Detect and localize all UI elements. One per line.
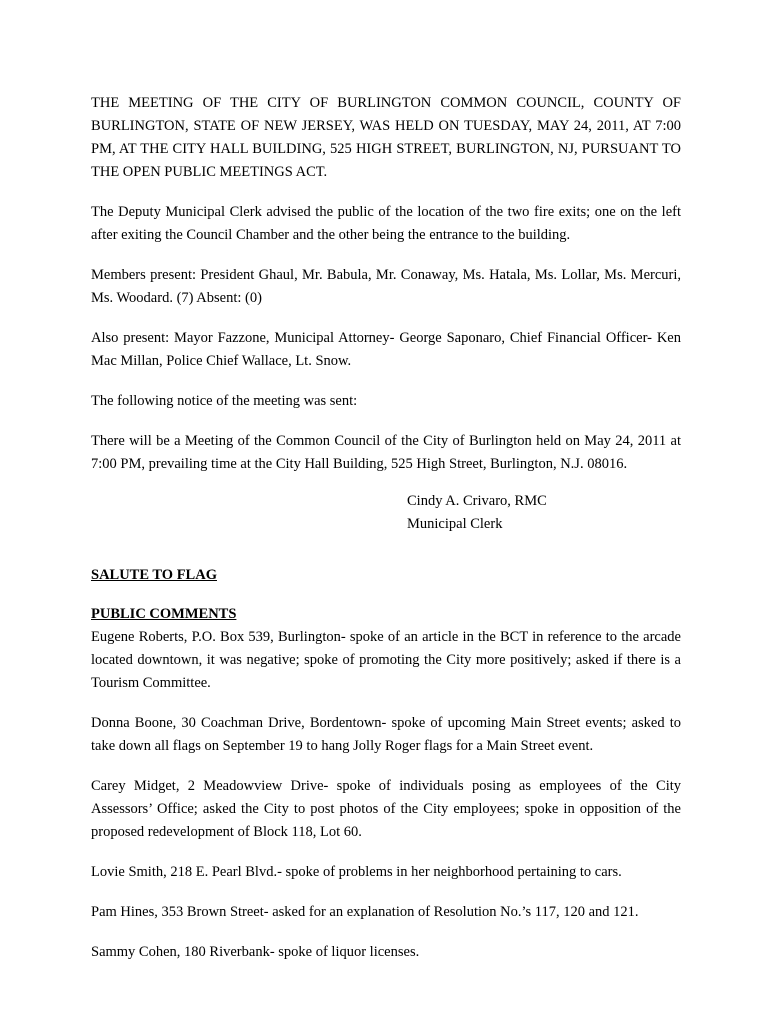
clerk-signature-block xyxy=(407,490,681,536)
public-comment-item: Sammy Cohen, 180 Riverbank- spoke of liquor licenses. xyxy=(91,944,420,960)
meeting-intro-paragraph: THE MEETING OF THE CITY OF BURLINGTON COMMON COUNCIL, COUNTY OF BURLINGTON, STATE OF NEW JERSEY, WAS HELD ON TUESDAY, MAY 24, 2011, AT 7:00 PM, AT THE CITY HALL BUILDING, 525 HIGH STREET, BURLINGTON, NJ, PURSUANT TO THE OPEN PUBLIC MEETINGS ACT. xyxy=(91,95,681,180)
salute-to-flag-heading: SALUTE TO FLAG xyxy=(91,567,217,583)
notice-text-paragraph: There will be a Meeting of the Common Council of the City of Burlington held on May 24, 2011 at 7:00 PM, prevailing time at the City Hall Building, 525 High Street, Burlington, N.J. 08016. xyxy=(91,433,681,472)
public-comment-item: Pam Hines, 353 Brown Street- asked for an explanation of Resolution No.’s 117, 120 and 121. xyxy=(91,904,639,920)
public-comment-item: Donna Boone, 30 Coachman Drive, Bordentown- spoke of upcoming Main Street events; asked to take down all flags on September 19 to hang Jolly Roger flags for a Main Street event. xyxy=(91,715,681,754)
members-present-paragraph: Members present: President Ghaul, Mr. Babula, Mr. Conaway, Ms. Hatala, Ms. Lollar, Ms. Mercuri, Ms. Woodard. (7) Absent: (0) xyxy=(91,267,681,306)
public-comment-item: Carey Midget, 2 Meadowview Drive- spoke of individuals posing as employees of the City Assessors’ Office; asked the City to post photos of the City employees; spoke in opposition of the proposed redevelopment of Block 118, Lot 60. xyxy=(91,778,681,840)
public-comment-item: Eugene Roberts, P.O. Box 539, Burlington- spoke of an article in the BCT in reference to the arcade located downtown, it was negative; spoke of promoting the City more positively; asked if there is a Tourism Committee. xyxy=(91,629,681,691)
public-comment-item: Lovie Smith, 218 E. Pearl Blvd.- spoke of problems in her neighborhood pertaining to cars. xyxy=(91,864,622,880)
fire-exits-paragraph: The Deputy Municipal Clerk advised the public of the location of the two fire exits; one on the left after exiting the Council Chamber and the other being the entrance to the building. xyxy=(91,204,681,243)
clerk-title: Municipal Clerk xyxy=(407,516,503,532)
clerk-name: Cindy A. Crivaro, RMC xyxy=(407,493,547,509)
also-present-paragraph: Also present: Mayor Fazzone, Municipal Attorney- George Saponaro, Chief Financial Officer- Ken Mac Millan, Police Chief Wallace, Lt. Snow. xyxy=(91,330,681,369)
document-body xyxy=(91,92,681,964)
notice-intro-paragraph: The following notice of the meeting was sent: xyxy=(91,393,358,409)
public-comments-heading: PUBLIC COMMENTS xyxy=(91,606,237,622)
